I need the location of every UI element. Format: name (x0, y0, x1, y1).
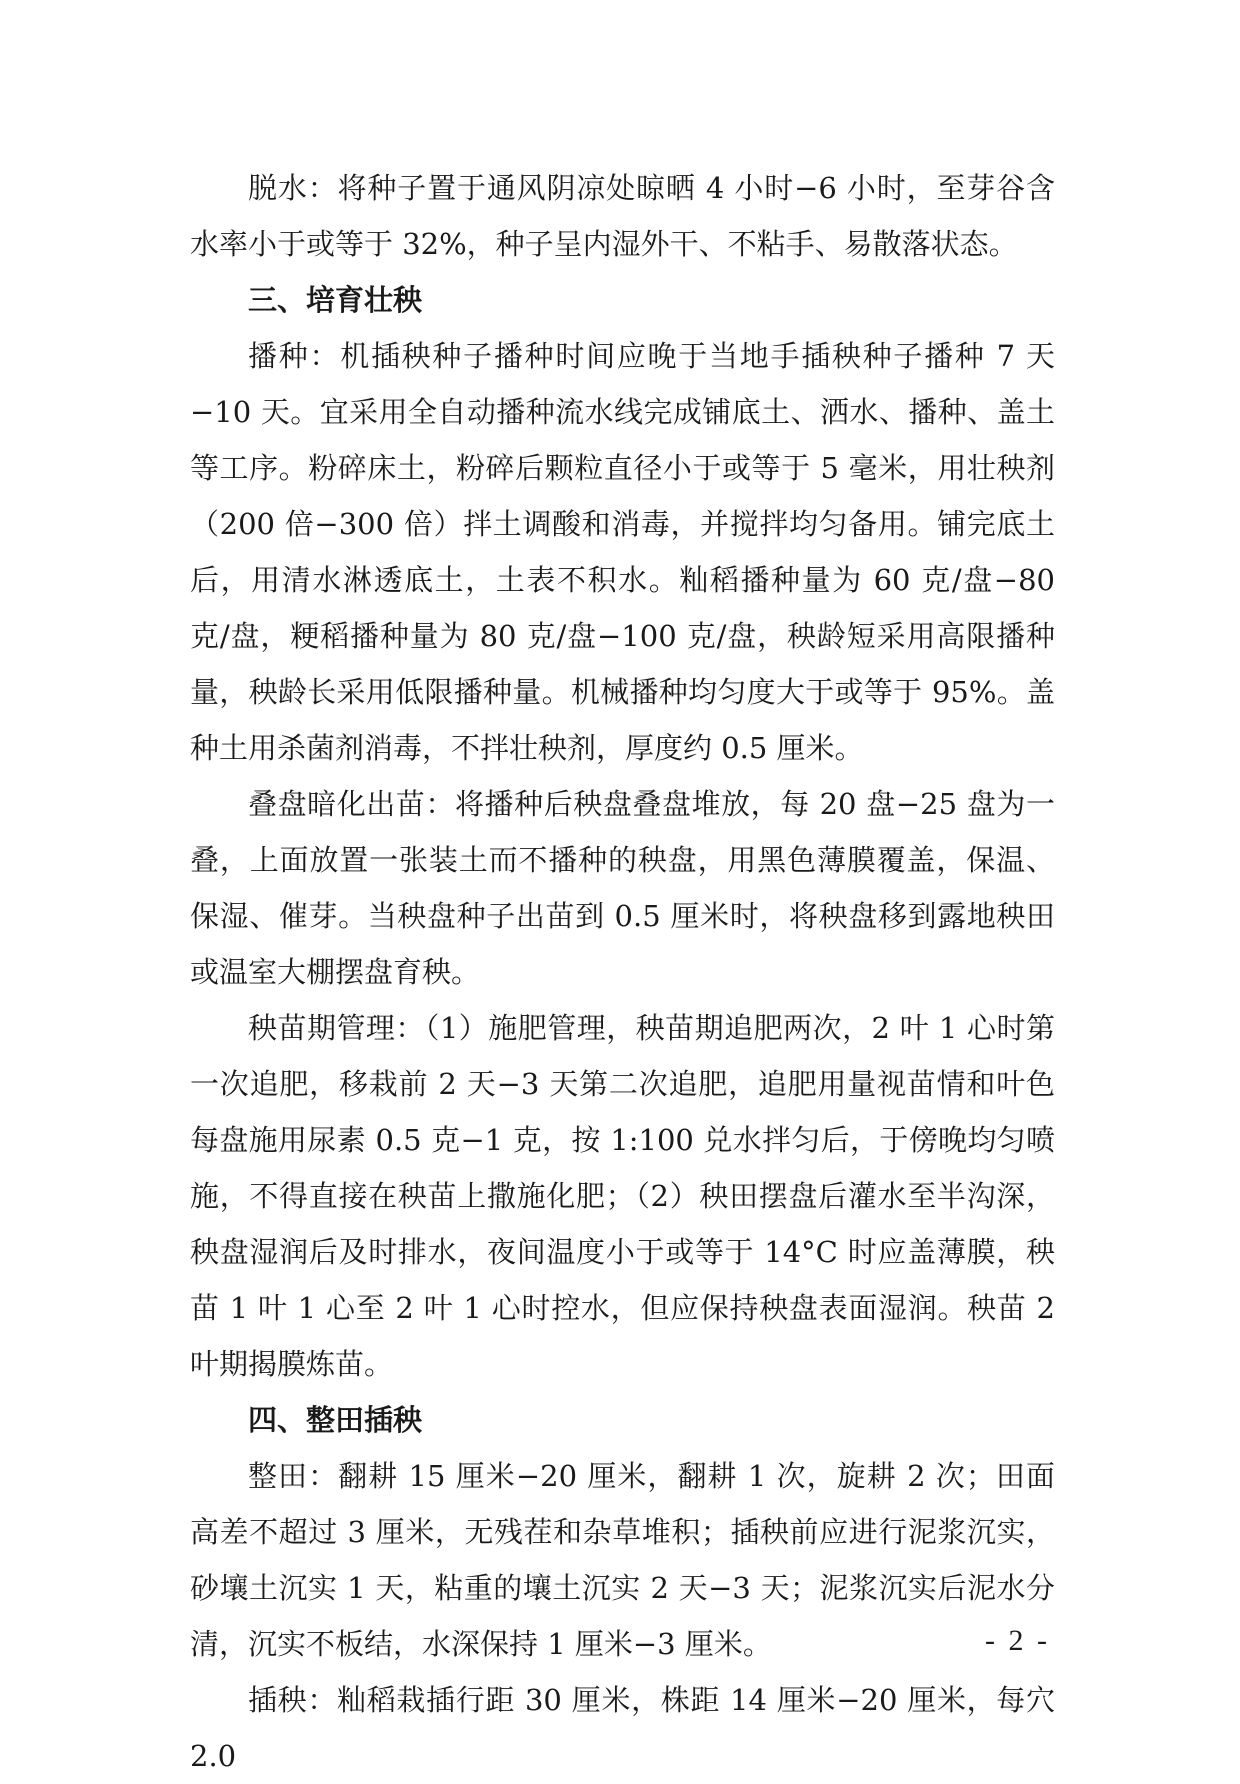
section-heading-transplanting: 四、整田插秧 (248, 1403, 423, 1437)
section-heading-seedling: 三、培育壮秧 (248, 283, 423, 317)
page-number: - 2 - (985, 1624, 1050, 1657)
paragraph-seedling-management: 秧苗期管理：（1）施肥管理，秧苗期追肥两次，2 叶 1 心时第一次追肥，移栽前 2 天−3 天第二次追肥，追肥用量视苗情和叶色每盘施用尿素 0.5 克−1 克，按 1:100 兑水拌匀后，于傍晚均匀喷施，不得直接在秧苗上撒施化肥；（2）秧田摆盘后灌水至半沟深，秧盘湿润后及时排水，夜间温度小于或等于 14°C 时应盖薄膜，秧苗 1 叶 1 心至 2 叶 1 心时控水，但应保持秧盘表面湿润。秧苗 2 叶期揭膜炼苗。 (190, 1011, 1055, 1381)
paragraph-sowing: 播种：机插秧种子播种时间应晚于当地手插秧种子播种 7 天−10 天。宜采用全自动播种流水线完成铺底土、洒水、播种、盖土等工序。粉碎床土，粉碎后颗粒直径小于或等于 5 毫米，用壮秧剂（200 倍−300 倍）拌土调酸和消毒，并搅拌均匀备用。铺完底土后，用清水淋透底土，土表不积水。籼稻播种量为 60 克/盘−80 克/盘，粳稻播种量为 80 克/盘−100 克/盘，秧龄短采用高限播种量，秧龄长采用低限播种量。机械播种均匀度大于或等于 95%。盖种土用杀菌剂消毒，不拌壮秧剂，厚度约 0.5 厘米。 (190, 339, 1055, 765)
paragraph-stacking: 叠盘暗化出苗：将播种后秧盘叠盘堆放，每 20 盘−25 盘为一叠，上面放置一张装土而不播种的秧盘，用黑色薄膜覆盖，保温、保湿、催芽。当秧盘种子出苗到 0.5 厘米时，将秧盘移到露地秧田或温室大棚摆盘育秧。 (190, 787, 1055, 989)
paragraph-dehydration: 脱水：将种子置于通风阴凉处晾晒 4 小时−6 小时，至芽谷含水率小于或等于 32%，种子呈内湿外干、不粘手、易散落状态。 (190, 171, 1055, 261)
document-body (190, 160, 1055, 1784)
paragraph-transplanting: 插秧：籼稻栽插行距 30 厘米，株距 14 厘米−20 厘米，每穴 2.0 (190, 1683, 1055, 1773)
paragraph-field-preparation: 整田：翻耕 15 厘米−20 厘米，翻耕 1 次，旋耕 2 次；田面高差不超过 3 厘米，无残茬和杂草堆积；插秧前应进行泥浆沉实，砂壤土沉实 1 天，粘重的壤土沉实 2 天−3 天；泥浆沉实后泥水分清，沉实不板结，水深保持 1 厘米−3 厘米。 (190, 1459, 1055, 1661)
